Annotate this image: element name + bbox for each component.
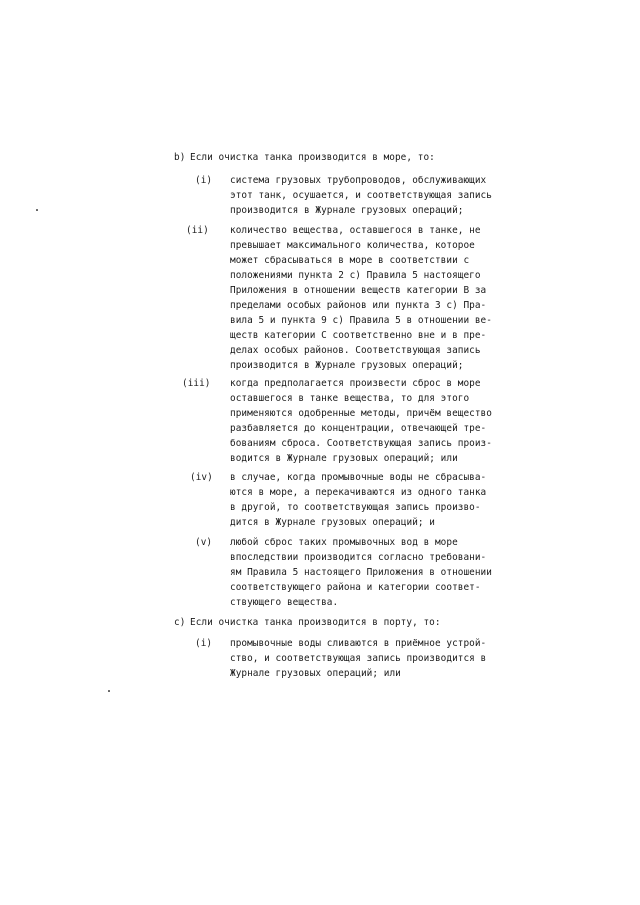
subitem-marker: (iv): [190, 472, 213, 483]
item-c-heading: Если очистка танка производится в порту, то:: [190, 617, 441, 628]
subitem-marker: (iii): [182, 378, 211, 389]
subitem-line: Журнале грузовых операций; или: [230, 668, 401, 679]
subitem-line: ям Правила 5 настоящего Приложения в отношении: [230, 567, 492, 578]
subitem-line: впоследствии производится согласно требовани-: [230, 552, 487, 563]
subitem-line: применяются одобренные методы, причём вещество: [230, 408, 492, 419]
subitem-marker: (ii): [186, 225, 209, 236]
subitem-line: положениями пункта 2 с) Правила 5 настоящего: [230, 270, 481, 281]
subitem-line: в другой, то соответствующая запись произво-: [230, 502, 481, 513]
subitem-line: водится в Журнале грузовых операций; или: [230, 453, 458, 464]
subitem-marker: (i): [195, 638, 213, 649]
subitem-line: пределами особых районов или пункта 3 с) Пра-: [230, 300, 487, 311]
subitem-line: промывочные воды сливаются в приёмное устрой-: [230, 638, 487, 649]
subitem-line: в случае, когда промывочные воды не сбрасыва-: [230, 472, 487, 483]
item-b-marker: b): [174, 152, 186, 163]
subitem-line: может сбрасываться в море в соответствии с: [230, 255, 470, 266]
subitem-line: ются в море, а перекачиваются из одного танка: [230, 487, 487, 498]
subitem-line: количество вещества, оставшегося в танке, не: [230, 225, 481, 236]
subitem-marker: (i): [195, 175, 213, 186]
item-b-heading: Если очистка танка производится в море, то:: [190, 152, 435, 163]
scan-speck: [108, 690, 110, 692]
subitem-line: оставшегося в танке вещества, то для этого: [230, 393, 470, 404]
subitem-line: когда предполагается произвести сброс в море: [230, 378, 481, 389]
subitem-line: система грузовых трубопроводов, обслуживающих: [230, 175, 487, 186]
subitem-line: вила 5 и пункта 9 с) Правила 5 в отношении ве-: [230, 315, 492, 326]
subitem-line: ствующего вещества.: [230, 597, 339, 608]
item-c-marker: c): [174, 617, 186, 628]
subitem-line: этот танк, осушается, и соответствующая запись: [230, 190, 492, 201]
subitem-line: производится в Журнале грузовых операций;: [230, 205, 464, 216]
scan-speck: [36, 209, 38, 211]
subitem-line: превышает максимального количества, которое: [230, 240, 475, 251]
subitem-line: делах особых районов. Соответствующая запись: [230, 345, 481, 356]
subitem-line: ществ категории С соответственно вне и в пре-: [230, 330, 487, 341]
subitem-line: дится в Журнале грузовых операций; и: [230, 517, 435, 528]
subitem-line: разбавляется до концентрации, отвечающей тре-: [230, 423, 487, 434]
subitem-line: бованиям сброса. Соответствующая запись произ-: [230, 438, 492, 449]
subitem-line: производится в Журнале грузовых операций;: [230, 360, 464, 371]
subitem-marker: (v): [195, 537, 213, 548]
subitem-line: любой сброс таких промывочных вод в море: [230, 537, 458, 548]
subitem-line: соответствующего района и категории соответ-: [230, 582, 481, 593]
subitem-line: Приложения в отношении веществ категории В за: [230, 285, 487, 296]
subitem-line: ство, и соответствующая запись производится в: [230, 653, 487, 664]
